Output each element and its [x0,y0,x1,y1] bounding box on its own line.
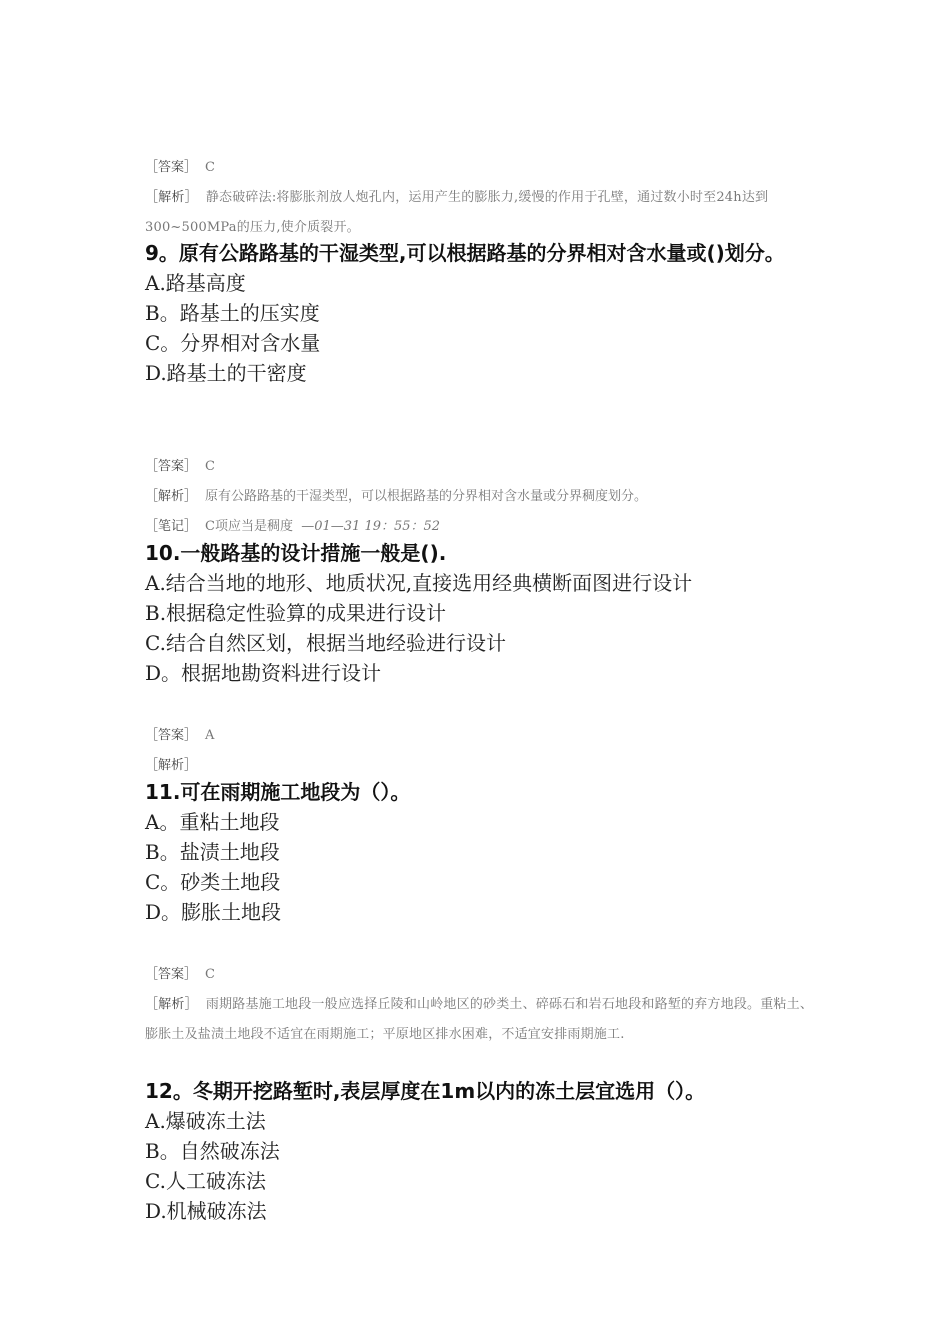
analysis-label: ［解析］ [145,758,198,773]
question-12 [145,1076,825,1226]
analysis-label: ［解析］ [145,997,198,1012]
option-c: C。砂类土地段 [145,870,281,894]
option-c: C.结合自然区划，根据当地经验进行设计 [145,631,506,655]
option-b: B.根据稳定性验算的成果进行设计 [145,601,447,625]
option-b: B。盐渍土地段 [145,840,280,864]
analysis-text: 静态破碎法:将膨胀剂放人炮孔内，运用产生的膨胀力,缓慢的作用于孔壁，通过数小时至24h达到300~500MPa的压力,使介质裂开。 [145,190,769,235]
analysis-line [145,183,825,243]
analysis-line [145,990,825,1050]
option-a: A。重粘土地段 [145,810,280,834]
option-a: A.路基高度 [145,271,246,295]
option-b: B。路基土的压实度 [145,301,320,325]
answer-label: ［答案］ [145,728,198,743]
answer-label: ［答案］ [145,967,198,982]
answer-line [145,960,825,990]
question-title: 11.可在雨期施工地段为（）。 [145,780,411,804]
answer-block-8 [145,153,825,243]
analysis-line [145,482,825,512]
answer-line [145,721,825,751]
option-d: D.路基土的干密度 [145,361,307,385]
analysis-label: ［解析］ [145,190,198,205]
analysis-text: 雨期路基施工地段一般应选择丘陵和山岭地区的砂类土、碎砾石和岩石地段和路堑的弃方地段。重粘土、膨胀土及盐渍土地段不适宜在雨期施工；平原地区排水困难，不适宜安排雨期施工. [145,997,814,1042]
answer-block-9 [145,452,825,542]
note-label: ［笔记］ [145,519,198,534]
answer-value: A [205,728,215,743]
note-timestamp: —01—31 19：55：52 [301,519,441,534]
option-d: D。根据地勘资料进行设计 [145,661,382,685]
option-d: D.机械破冻法 [145,1199,267,1223]
option-c: C。分界相对含水量 [145,331,321,355]
analysis-text: 原有公路路基的干湿类型，可以根据路基的分界相对含水量或分界稠度划分。 [205,489,648,504]
answer-label: ［答案］ [145,459,198,474]
option-a: A.结合当地的地形、地质状况,直接选用经典横断面图进行设计 [145,571,693,595]
answer-line [145,452,825,482]
answer-block-10 [145,721,825,781]
answer-value: C [205,160,215,175]
question-11 [145,777,825,927]
option-d: D。膨胀土地段 [145,900,282,924]
note-text: C项应当是稠度 [205,519,293,534]
question-title: 10.一般路基的设计措施一般是(). [145,541,447,565]
answer-block-11 [145,960,825,1050]
option-c: C.人工破冻法 [145,1169,266,1193]
question-10 [145,538,825,688]
answer-value: C [205,459,215,474]
question-9 [145,238,825,388]
question-title: 12。冬期开挖路堑时,表层厚度在1m以内的冻土层宜选用（）。 [145,1079,706,1103]
option-a: A.爆破冻土法 [145,1109,266,1133]
option-b: B。自然破冻法 [145,1139,280,1163]
analysis-label: ［解析］ [145,489,198,504]
answer-label: ［答案］ [145,160,198,175]
question-title: 9。原有公路路基的干湿类型,可以根据路基的分界相对含水量或()划分。 [145,241,785,265]
answer-line [145,153,825,183]
answer-value: C [205,967,215,982]
